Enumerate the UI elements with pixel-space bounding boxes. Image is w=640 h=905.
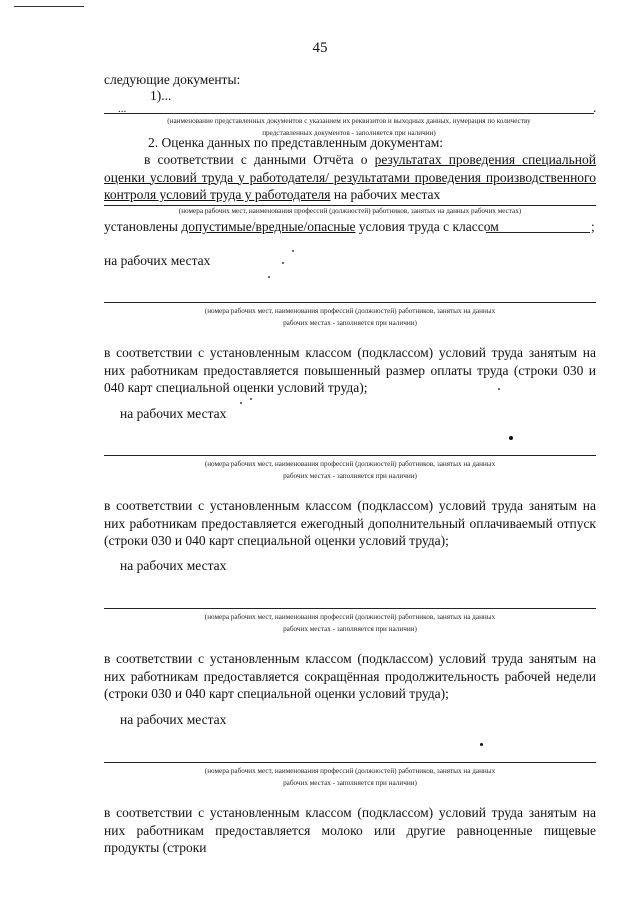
documents-note-line-1: (наименование представленных документов с указанием их реквизитов и выходных данных, нумерация по количеству: [167, 117, 531, 125]
workplaces-fill-line-4: [104, 608, 596, 609]
report-type-options: результатах проведения специальной оценки условий труда у работодателя/ результатами проведения производственного контроля условий труда у работодателя: [104, 152, 596, 202]
workplaces-label-4: на рабочих местах: [120, 712, 227, 727]
workplaces-note-4: [104, 612, 596, 635]
scan-speck: [480, 743, 483, 746]
workplaces-note-1: (номера рабочих мест, наименования профессий (должностей) работников, занятых на данных рабочих местах): [178, 207, 522, 215]
accordance-part-1: в соответствии с данными Отчёта о: [144, 152, 375, 167]
scan-speck: [250, 398, 252, 400]
week-paragraph: в соответствии с установленным классом (подклассом) условий труда занятым на них работникам предоставляется сокращённая продолжительность рабочей недели (строки 030 и 040 карт специальной оценки условий труда);: [104, 651, 596, 701]
workplaces-note-2-line-2: рабочих местах - заполняется при наличии): [283, 318, 417, 327]
workplaces-note-4-line-1: (номера рабочих мест, наименования профессий (должностей) работников, занятых на данных: [204, 613, 496, 621]
section-heading: 2. Оценка данных по представленным документам:: [148, 135, 444, 150]
header-rule: [14, 6, 84, 7]
accordance-part-2: на рабочих местах: [330, 187, 441, 202]
list-end: .: [593, 100, 597, 115]
workplaces-note-3: [104, 459, 596, 482]
workplaces-note-5-line-1: (номера рабочих мест, наименования профессий (должностей) работников, занятых на данных: [204, 767, 496, 775]
workplaces-label-2: на рабочих местах: [120, 406, 227, 421]
milk-paragraph: в соответствии с установленным классом (подклассом) условий труда занятым на них работникам предоставляется молоко или другие равноценные пищевые продукты (строки: [104, 805, 596, 855]
pay-paragraph: в соответствии с установленным классом (подклассом) условий труда занятым на них работникам предоставляется повышенный размер оплаты труда (строки 030 и 040 карт специальной оценки условий труда);: [104, 345, 596, 395]
scan-speck: [240, 402, 242, 404]
scan-speck: [268, 276, 270, 278]
workplaces-note-2-line-1: (номера рабочих мест, наименования профессий (должностей) работников, занятых на данных: [204, 307, 496, 315]
workplaces-fill-line-2: [104, 302, 596, 303]
workplaces-note-5-line-2: рабочих местах - заполняется при наличии): [283, 778, 417, 787]
accordance-paragraph: [104, 151, 596, 204]
workplaces-label-3: на рабочих местах: [120, 558, 227, 573]
workplaces-fill-line-5: [104, 762, 596, 763]
condition-options: допустимые/вредные/опасные: [181, 219, 356, 234]
workplaces-fill-line-3: [104, 455, 596, 456]
documents-fill-line: [104, 113, 594, 114]
workplaces-note-4-line-2: рабочих местах - заполняется при наличии): [283, 624, 417, 633]
documents-note-line-2: представленных документов - заполняется при наличии): [262, 128, 436, 137]
scan-speck: [498, 388, 500, 390]
workplaces-note-3-line-1: (номера рабочих мест, наименования профессий (должностей) работников, занятых на данных: [204, 460, 496, 468]
workplaces-note-5: [104, 766, 596, 789]
scan-speck: [292, 250, 294, 252]
intro-text: следующие документы:: [104, 72, 241, 87]
workplaces-note-2: [104, 306, 596, 329]
list-dots: ...: [118, 103, 127, 115]
workplaces-label-1: на рабочих местах: [104, 253, 211, 268]
established-part-1: установлены: [104, 219, 182, 234]
page-number: 45: [312, 40, 328, 56]
scan-speck: [282, 262, 284, 264]
established-text: [104, 219, 499, 235]
leave-paragraph: в соответствии с установленным классом (подклассом) условий труда занятым на них работникам предоставляется ежегодный дополнительный оплачиваемый отпуск (строки 030 и 040 карт специальной оценки условий труда);: [104, 498, 596, 548]
list-item: 1)...: [150, 88, 172, 103]
scan-speck: [509, 436, 513, 440]
workplaces-note-3-line-2: рабочих местах - заполняется при наличии): [283, 471, 417, 480]
class-fill-line: [486, 232, 590, 233]
established-part-2: условия труда с классом: [355, 219, 499, 234]
established-end: ;: [591, 219, 595, 234]
